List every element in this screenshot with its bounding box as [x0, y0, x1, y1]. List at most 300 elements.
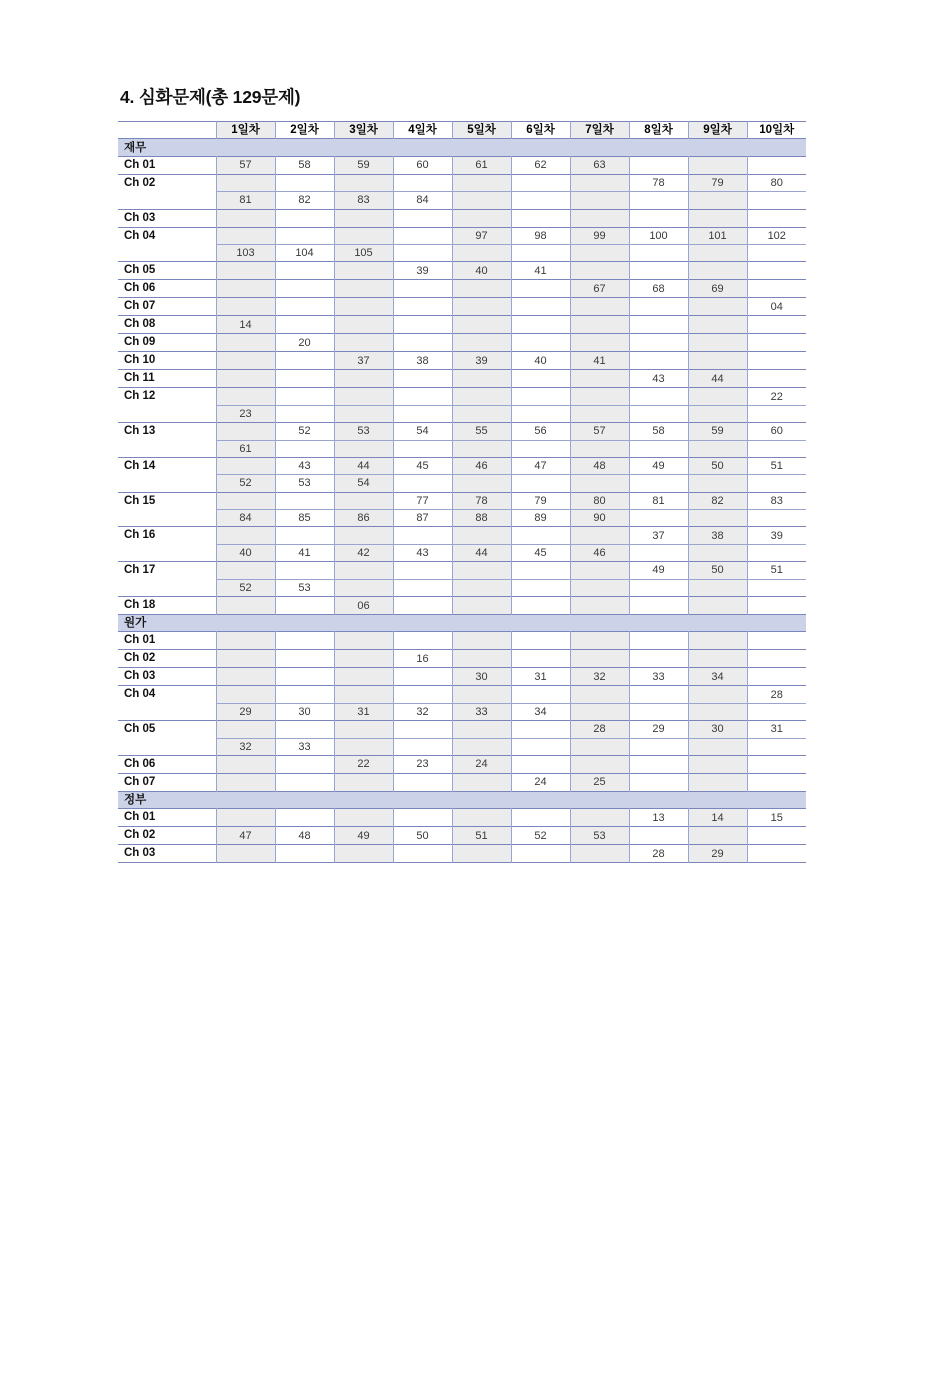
day-cell: 103 [216, 244, 275, 261]
chapter-row [118, 755, 806, 773]
chapter-cont-row [118, 703, 806, 720]
day-cell: 46 [452, 457, 511, 474]
day-cell [688, 440, 747, 457]
day-cell [275, 174, 334, 191]
day-cell [570, 209, 629, 227]
day-cell: 44 [452, 544, 511, 561]
day-cell [216, 423, 275, 440]
day-cell [629, 298, 688, 316]
day-cell: 38 [688, 527, 747, 544]
chapter-label: Ch 09 [118, 334, 216, 352]
day-cell [275, 209, 334, 227]
day-cell: 28 [570, 721, 629, 738]
day-cell: 52 [216, 475, 275, 492]
day-cell: 06 [334, 597, 393, 615]
day-cell: 47 [216, 827, 275, 845]
day-cell [511, 298, 570, 316]
day-cell [629, 650, 688, 668]
day-cell [570, 244, 629, 261]
day-cell [334, 845, 393, 863]
day-cell [570, 405, 629, 422]
chapter-row [118, 562, 806, 579]
day-cell [452, 316, 511, 334]
day-cell [334, 492, 393, 509]
day-cell: 50 [688, 562, 747, 579]
day-cell [334, 298, 393, 316]
day-cell [334, 738, 393, 755]
chapter-row [118, 370, 806, 388]
day-cell [216, 209, 275, 227]
day-cell: 88 [452, 510, 511, 527]
day-cell [570, 809, 629, 827]
day-cell [688, 262, 747, 280]
day-cell: 39 [393, 262, 452, 280]
day-cell [629, 316, 688, 334]
chapter-row [118, 686, 806, 703]
day-cell [570, 192, 629, 209]
day-cell [393, 440, 452, 457]
section-label: 재무 [118, 139, 806, 156]
day-cell: 81 [629, 492, 688, 509]
day-cell: 87 [393, 510, 452, 527]
day-cell: 85 [275, 510, 334, 527]
day-cell [629, 773, 688, 791]
day-cell [275, 352, 334, 370]
day-cell [747, 544, 806, 561]
day-cell [747, 370, 806, 388]
chapter-row [118, 334, 806, 352]
day-cell [216, 845, 275, 863]
day-cell [747, 827, 806, 845]
day-cell [511, 209, 570, 227]
day-cell [216, 686, 275, 703]
day-cell: 46 [570, 544, 629, 561]
day-cell [570, 316, 629, 334]
day-cell [452, 370, 511, 388]
day-cell [747, 209, 806, 227]
day-cell [275, 492, 334, 509]
day-cell [275, 650, 334, 668]
day-cell [629, 334, 688, 352]
corner-cell [118, 122, 216, 139]
chapter-row [118, 298, 806, 316]
day-cell: 40 [511, 352, 570, 370]
day-cell: 41 [570, 352, 629, 370]
day-cell: 15 [747, 809, 806, 827]
section-row [118, 139, 806, 156]
day-cell: 105 [334, 244, 393, 261]
day-cell [747, 845, 806, 863]
day-cell: 57 [216, 156, 275, 174]
day-cell [275, 262, 334, 280]
chapter-row [118, 597, 806, 615]
day-cell: 48 [275, 827, 334, 845]
day-cell [688, 738, 747, 755]
chapter-label: Ch 05 [118, 262, 216, 280]
day-cell [747, 316, 806, 334]
day-cell: 58 [629, 423, 688, 440]
day-cell [393, 773, 452, 791]
day-cell [334, 370, 393, 388]
day-cell: 60 [747, 423, 806, 440]
day-cell: 28 [747, 686, 806, 703]
day-cell [688, 597, 747, 615]
day-cell: 44 [334, 457, 393, 474]
day-cell [688, 352, 747, 370]
day-cell [629, 579, 688, 596]
day-cell: 53 [275, 579, 334, 596]
chapter-row [118, 316, 806, 334]
day-cell [452, 440, 511, 457]
day-cell: 68 [629, 280, 688, 298]
day-cell: 29 [629, 721, 688, 738]
day-cell: 82 [688, 492, 747, 509]
chapter-cont-row [118, 579, 806, 596]
day-cell [334, 334, 393, 352]
day-cell [629, 352, 688, 370]
day-cell: 84 [393, 192, 452, 209]
day-header: 9일차 [688, 122, 747, 139]
chapter-row [118, 423, 806, 440]
day-cell [275, 773, 334, 791]
day-cell [275, 755, 334, 773]
day-cell: 37 [629, 527, 688, 544]
day-cell [570, 388, 629, 405]
day-cell: 83 [747, 492, 806, 509]
day-cell [216, 755, 275, 773]
day-cell: 24 [511, 773, 570, 791]
day-cell [275, 440, 334, 457]
chapter-cont-row [118, 544, 806, 561]
day-cell: 89 [511, 510, 570, 527]
day-cell: 43 [629, 370, 688, 388]
day-cell [747, 510, 806, 527]
day-cell [452, 773, 511, 791]
day-cell [511, 370, 570, 388]
chapter-row [118, 227, 806, 244]
day-cell: 104 [275, 244, 334, 261]
day-cell [452, 721, 511, 738]
day-cell: 51 [747, 562, 806, 579]
day-cell [216, 773, 275, 791]
day-cell [747, 262, 806, 280]
day-cell [629, 209, 688, 227]
chapter-label: Ch 13 [118, 423, 216, 458]
day-cell [452, 845, 511, 863]
table-header-row [118, 122, 806, 139]
chapter-row [118, 492, 806, 509]
chapter-row [118, 632, 806, 650]
day-cell: 49 [629, 457, 688, 474]
day-cell [452, 632, 511, 650]
day-cell: 44 [688, 370, 747, 388]
day-cell [334, 209, 393, 227]
day-header: 1일차 [216, 122, 275, 139]
day-cell [334, 262, 393, 280]
day-cell: 43 [393, 544, 452, 561]
day-cell [452, 280, 511, 298]
day-cell [393, 316, 452, 334]
day-cell: 53 [334, 423, 393, 440]
day-cell [688, 388, 747, 405]
day-cell [629, 510, 688, 527]
day-cell [570, 579, 629, 596]
day-cell [688, 632, 747, 650]
day-cell: 31 [334, 703, 393, 720]
day-cell: 22 [747, 388, 806, 405]
day-cell: 42 [334, 544, 393, 561]
chapter-label: Ch 18 [118, 597, 216, 615]
day-cell [216, 562, 275, 579]
day-cell [216, 597, 275, 615]
chapter-cont-row [118, 738, 806, 755]
day-cell: 39 [452, 352, 511, 370]
day-cell: 40 [216, 544, 275, 561]
day-cell [452, 809, 511, 827]
day-cell: 32 [393, 703, 452, 720]
day-cell: 53 [275, 475, 334, 492]
day-cell [629, 388, 688, 405]
chapter-row [118, 668, 806, 686]
day-cell [688, 544, 747, 561]
day-cell [393, 334, 452, 352]
day-cell: 59 [334, 156, 393, 174]
day-cell [747, 650, 806, 668]
chapter-label: Ch 12 [118, 388, 216, 423]
chapter-label: Ch 03 [118, 845, 216, 863]
day-cell [275, 562, 334, 579]
day-cell [629, 475, 688, 492]
chapter-label: Ch 03 [118, 209, 216, 227]
day-cell: 52 [275, 423, 334, 440]
day-header: 2일차 [275, 122, 334, 139]
day-header: 8일차 [629, 122, 688, 139]
day-cell [334, 405, 393, 422]
day-cell: 14 [216, 316, 275, 334]
day-cell [275, 721, 334, 738]
day-cell [452, 334, 511, 352]
day-cell [629, 632, 688, 650]
day-cell: 16 [393, 650, 452, 668]
section-row [118, 615, 806, 632]
day-cell [511, 597, 570, 615]
day-cell [452, 686, 511, 703]
chapter-label: Ch 14 [118, 457, 216, 492]
day-cell [393, 388, 452, 405]
chapter-label: Ch 02 [118, 827, 216, 845]
day-cell [629, 597, 688, 615]
day-cell [629, 262, 688, 280]
day-cell [393, 686, 452, 703]
day-header: 4일차 [393, 122, 452, 139]
day-header: 7일차 [570, 122, 629, 139]
day-cell: 69 [688, 280, 747, 298]
day-cell [275, 809, 334, 827]
day-cell [334, 280, 393, 298]
day-cell [511, 755, 570, 773]
day-cell [334, 388, 393, 405]
chapter-row [118, 156, 806, 174]
day-cell [452, 298, 511, 316]
day-cell [452, 579, 511, 596]
chapter-row [118, 352, 806, 370]
day-cell [216, 809, 275, 827]
day-cell [216, 174, 275, 191]
day-cell [393, 527, 452, 544]
chapter-label: Ch 15 [118, 492, 216, 527]
day-cell [275, 686, 334, 703]
day-cell [570, 475, 629, 492]
day-cell: 81 [216, 192, 275, 209]
day-cell: 28 [629, 845, 688, 863]
day-cell: 82 [275, 192, 334, 209]
day-cell: 41 [511, 262, 570, 280]
day-cell [688, 156, 747, 174]
day-cell: 38 [393, 352, 452, 370]
schedule-table [118, 121, 806, 863]
day-cell [688, 510, 747, 527]
day-cell [393, 174, 452, 191]
day-cell [452, 650, 511, 668]
day-cell [452, 475, 511, 492]
day-cell [334, 773, 393, 791]
day-cell: 58 [275, 156, 334, 174]
day-cell [334, 721, 393, 738]
day-cell [452, 192, 511, 209]
day-header: 3일차 [334, 122, 393, 139]
day-cell [511, 845, 570, 863]
day-cell [393, 405, 452, 422]
day-cell [747, 440, 806, 457]
day-cell [747, 156, 806, 174]
day-cell [511, 738, 570, 755]
day-cell [216, 457, 275, 474]
day-cell: 54 [334, 475, 393, 492]
day-cell [747, 475, 806, 492]
day-cell [511, 316, 570, 334]
day-cell: 77 [393, 492, 452, 509]
day-cell: 56 [511, 423, 570, 440]
day-cell [275, 316, 334, 334]
day-cell [216, 280, 275, 298]
day-cell: 31 [511, 668, 570, 686]
chapter-row [118, 845, 806, 863]
day-cell: 97 [452, 227, 511, 244]
day-cell [393, 475, 452, 492]
day-cell: 23 [393, 755, 452, 773]
day-cell [688, 827, 747, 845]
day-cell [275, 298, 334, 316]
chapter-cont-row [118, 510, 806, 527]
chapter-label: Ch 04 [118, 686, 216, 721]
day-cell [216, 370, 275, 388]
day-cell [393, 298, 452, 316]
day-cell: 79 [511, 492, 570, 509]
day-cell: 32 [216, 738, 275, 755]
day-cell [511, 721, 570, 738]
day-cell [570, 703, 629, 720]
day-cell [511, 809, 570, 827]
day-cell: 34 [688, 668, 747, 686]
day-cell [275, 845, 334, 863]
day-cell [629, 544, 688, 561]
day-cell [570, 845, 629, 863]
chapter-label: Ch 01 [118, 632, 216, 650]
day-cell: 33 [629, 668, 688, 686]
day-cell: 50 [688, 457, 747, 474]
day-cell [688, 334, 747, 352]
day-cell [334, 686, 393, 703]
day-cell [216, 388, 275, 405]
day-cell: 30 [452, 668, 511, 686]
day-cell: 60 [393, 156, 452, 174]
day-cell [629, 703, 688, 720]
chapter-row [118, 827, 806, 845]
day-cell [747, 405, 806, 422]
day-cell: 20 [275, 334, 334, 352]
chapter-row [118, 280, 806, 298]
day-cell [334, 650, 393, 668]
day-cell: 101 [688, 227, 747, 244]
day-cell [393, 280, 452, 298]
day-cell [629, 827, 688, 845]
day-cell: 14 [688, 809, 747, 827]
day-cell [216, 227, 275, 244]
day-cell [688, 703, 747, 720]
chapter-row [118, 457, 806, 474]
day-cell [570, 738, 629, 755]
day-cell: 43 [275, 457, 334, 474]
chapter-cont-row [118, 440, 806, 457]
day-cell [511, 632, 570, 650]
chapter-cont-row [118, 192, 806, 209]
day-header: 6일차 [511, 122, 570, 139]
day-cell [334, 562, 393, 579]
day-cell [275, 668, 334, 686]
day-cell [629, 440, 688, 457]
day-cell: 41 [275, 544, 334, 561]
day-cell [452, 388, 511, 405]
day-header: 10일차 [759, 124, 795, 137]
day-cell [393, 209, 452, 227]
day-cell [452, 244, 511, 261]
day-cell [688, 686, 747, 703]
chapter-label: Ch 10 [118, 352, 216, 370]
day-cell: 51 [747, 457, 806, 474]
day-cell [629, 405, 688, 422]
day-cell: 45 [393, 457, 452, 474]
day-cell [216, 334, 275, 352]
day-cell [747, 192, 806, 209]
day-cell: 45 [511, 544, 570, 561]
day-cell: 54 [393, 423, 452, 440]
chapter-row [118, 209, 806, 227]
chapter-label: Ch 07 [118, 298, 216, 316]
day-cell: 37 [334, 352, 393, 370]
section-label: 원가 [118, 615, 806, 632]
day-cell [747, 773, 806, 791]
day-cell: 39 [747, 527, 806, 544]
chapter-row [118, 773, 806, 791]
chapter-label: Ch 02 [118, 174, 216, 209]
chapter-label: Ch 17 [118, 562, 216, 597]
day-cell [570, 686, 629, 703]
day-cell [570, 650, 629, 668]
day-cell [216, 650, 275, 668]
day-cell [511, 244, 570, 261]
day-cell [216, 352, 275, 370]
chapter-label: Ch 11 [118, 370, 216, 388]
